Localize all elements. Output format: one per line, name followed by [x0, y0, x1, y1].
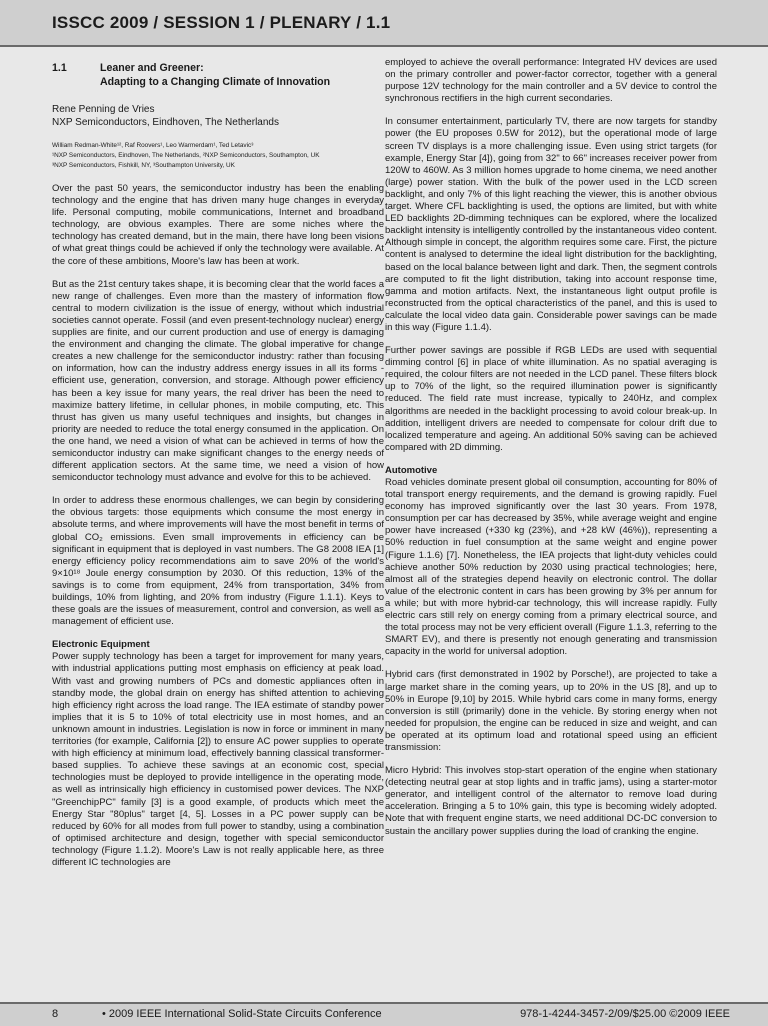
author-name: Rene Penning de Vries [52, 104, 155, 115]
body-paragraph: In consumer entertainment, particularly TV, there are now targets for standby power (the EU proposes 0.5W for 2012), but the operational mode of large screen TV displays is a more challenging issue. Even using strict targets (for example, Energy Star [4]), going from 32" to 66" increases receiver power from 120W to 460W. As 3 million homes upgrade to home cinema, we need another (large) power station. With the bulk of the power used in the LCD screen backlight, and only 7% of this light reaching the viewer, this is another obvious target. Where CFL backlighting is used, the options are limited, but with white LED backlights 2D-dimming techniques can be explored, where the localized backlight intensity is intelligently controlled by the instantaneous video content. Although simple in concept, the algorithm requires some care. First, the picture content is analysed to determine the ideal light distribution for the backlighting, based on the local balance between light and dark. Then, the segment controls are computed to fit the light distribution, taking into account response time, gamma and motion artifacts. Next, the instantaneous light output profile is reconstructed from the optical characteristics of the panel, and this is used to calculate the local video data gain. Considerable power savings can be made in this way (Figure 1.1.4). [385, 116, 717, 333]
coauthors-line: William Redman-White¹², Raf Roovers¹, Leo Warmerdam¹, Ted Letavic³ [52, 142, 254, 149]
running-header [0, 0, 768, 47]
coauthors-affil-line: ³NXP Semiconductors, Fishkill, NY, ³Southampton University, UK [52, 162, 235, 169]
coauthor-list [52, 141, 384, 171]
page-footer [0, 1002, 768, 1026]
body-paragraph: Road vehicles dominate present global oil consumption, accounting for 80% of total transport energy requirements, and the demand is growing rapidly. Fuel economy has improved significantly over the last 30 years. From 1978, consumption per car has decreased by 35%, while average weight and engine power have increased (+330 kg (23%), and +28 kW (46%)), representing a 50% reduction in fuel consumption at the same weight and engine power (Figure 1.1.6) [7]. Nonetheless, the IEA projects that light-duty vehicles could achieve another 50% reduction by 2030 using practical technologies; here, almost all of the strategies depend heavily on electronic control. The dollar value of the electronic content in cars has been growing by 3% per annum for a while; but with more hybrid-car technology, this will increase rapidly. Fully electric cars still rely on energy coming from a primary electrical source, and the total process may not be very efficient overall (Figure 1.1.3, referring to the SMART EV), and there is presently not enough generating and transmission capacity in the world for universal adoption. [385, 477, 717, 658]
paper-title-line2: Adapting to a Changing Climate of Innovation [100, 76, 331, 88]
body-paragraph: Further power savings are possible if RGB LEDs are used with sequential dimming control [6] in place of white illumination. As no spatial averaging is required, the colour filters are not needed in the LCD panel. These filters block up to 70% of the light, so the required illumination power is significantly reduced. The field rate must increase, typically to 240Hz, and complex algorithms are needed in the backlight processing to avoid colour break-up. In addition, intelligent drivers are needed to compensate for colour drift due to localized temperature and ageing. An additional 50% saving can be achieved compared with 2D dimming. [385, 345, 717, 453]
body-paragraph: Over the past 50 years, the semiconductor industry has been the enabling technology and the engine that has driven many huge changes in everyday life. Personal computing, mobile communications, Internet and broadband technology, are obvious examples. There are some niches where the technology has created demand, but in the main, there have long been visions of what great things could be achieved if only the technology were available. At the core of these ambitions, Moore's law has been at work. [52, 183, 384, 267]
right-column [385, 57, 717, 849]
author-affiliation: NXP Semiconductors, Eindhoven, The Netherlands [52, 117, 279, 128]
paper-title-line1: Leaner and Greener: [100, 62, 204, 74]
coauthors-affil-line: ¹NXP Semiconductors, Eindhoven, The Netherlands, ²NXP Semiconductors, Southampton, UK [52, 152, 320, 159]
body-paragraph: In order to address these enormous challenges, we can begin by considering the obvious targets: those equipments which consume the most energy in absolute terms, and where improvements will have the most benefit in terms of global CO₂ emissions. Even small improvements in efficiency can be significant in equipment that is deployed in vast numbers. The G8 2008 IEA [1] energy efficiency policy recommendations aim to save 20% of the world's 9×10¹⁸ Joule energy consumption by 2030. Of this reduction, 13% of the savings is to come from equipment, 24% from transportation, 34% from buildings, 10% from lighting, and 20% from industry (Figure 1.1.1). Keys to these goals are the issues of measurement, control and conversion, as well as management of efficient use. [52, 495, 384, 628]
page-number: 8 [52, 1008, 59, 1020]
session-title: ISSCC 2009 / SESSION 1 / PLENARY / 1.1 [52, 13, 391, 32]
body-paragraph: Hybrid cars (first demonstrated in 1902 by Porsche!), are projected to take a large market share in the coming years, up to 20% in the US [8], and up to 50% in Europe [9,10] by 2015. While hybrid cars come in many forms, energy conversion is still (primarily) done in the vehicle. By storing energy when not needed for propulsion, the engine can be reduced in size and weight, and can be operated at its optimum load and rotational speed using an efficient transmission: [385, 669, 717, 753]
body-paragraph: employed to achieve the overall performance: Integrated HV devices are used on the primary controller and power-factor corrector, together with a general purpose 12V technology for the main controller and a 5V device to control the synchronous rectifiers in the high current secondaries. [385, 57, 717, 105]
paper-number: 1.1 [52, 62, 67, 74]
paper-heading [52, 61, 384, 171]
conference-name: • 2009 IEEE International Solid-State Circuits Conference [102, 1008, 382, 1020]
body-paragraph: Power supply technology has been a target for improvement for many years, with industrial applications putting most emphasis on efficiency at peak load. With vast and growing numbers of PCs and domestic appliances often in standby mode, the global drain on energy has shifted attention to achieving high efficiency right across the load range. The IEA estimate of standby power implies that it is 5 to 10% of total electricity use in most homes, and an unknown amount in industries. Legislation is now in force or imminent in many territories (for example, California [2]) to ensure AC power supplies to operate with high efficiency at minimum load, effectively banning classical transformer-based supplies. To achieve these savings at an economic cost, special technologies must be deployed to provide intelligence in the operating mode, as well as intrinsically high efficiency in customised power devices. The NXP "GreenchipPC" family [3] is a good example, of products which meet the Energy Star "80plus" target [4, 5]. Losses in a PC power supply can be reduced by 60% for all modes from full power to standby, using a combination of optimised architecture and design, together with special semiconductor technology (Figure 1.1.2). Moore's Law is not really applicable here, as three different IC technologies are [52, 651, 384, 868]
body-paragraph: But as the 21st century takes shape, it is becoming clear that the world faces a new range of challenges. Even more than the mastery of information flow central to modern civilization is the issue of energy, without which industrial societies cannot operate. Fossil (and even present-technology nuclear) energy supplies are finite, and our current production and use of energy is damaging the environment and changing the climate. The global imperative for change creates a new challenge for the semiconductor industry: rather than focusing on information, how can the industry address energy issues in all its forms - efficient use, generation, conversion, and storage. Although power efficiency has been a key issue for many years, the real driver has been the need to maximize battery lifetime, in cellular phones, in mobile computing, etc. This thrust has given us many useful techniques and insights, but changes in priority are needed to reduce the total energy consumed in the application. On the one hand, we need a vision of what can be achieved in terms of how the semiconductor industry can make significant changes to the energy needs of different application sectors. At the same time, we need a vision of how semiconductor technology must advance and evolve for this to be achieved. [52, 278, 384, 484]
left-column [52, 61, 384, 880]
section-heading-automotive: Automotive [385, 464, 438, 476]
body-paragraph: Micro Hybrid: This involves stop-start operation of the engine when stationary (detecting neutral gear at stop lights and in traffic jams), using a starter-motor generator, and intelligent control of the alternator to remove load during acceleration. Bringing a 5 to 10% gain, this type is becoming widely adopted. Note that with frequent engine starts, we need additional DC-DC conversion to sustain the ancillary power supplies during the load of cranking the engine. [385, 765, 717, 837]
page-body [0, 47, 768, 1002]
copyright-isbn: 978-1-4244-3457-2/09/$25.00 ©2009 IEEE [520, 1008, 730, 1020]
section-heading-electronic: Electronic Equipment [52, 639, 150, 651]
